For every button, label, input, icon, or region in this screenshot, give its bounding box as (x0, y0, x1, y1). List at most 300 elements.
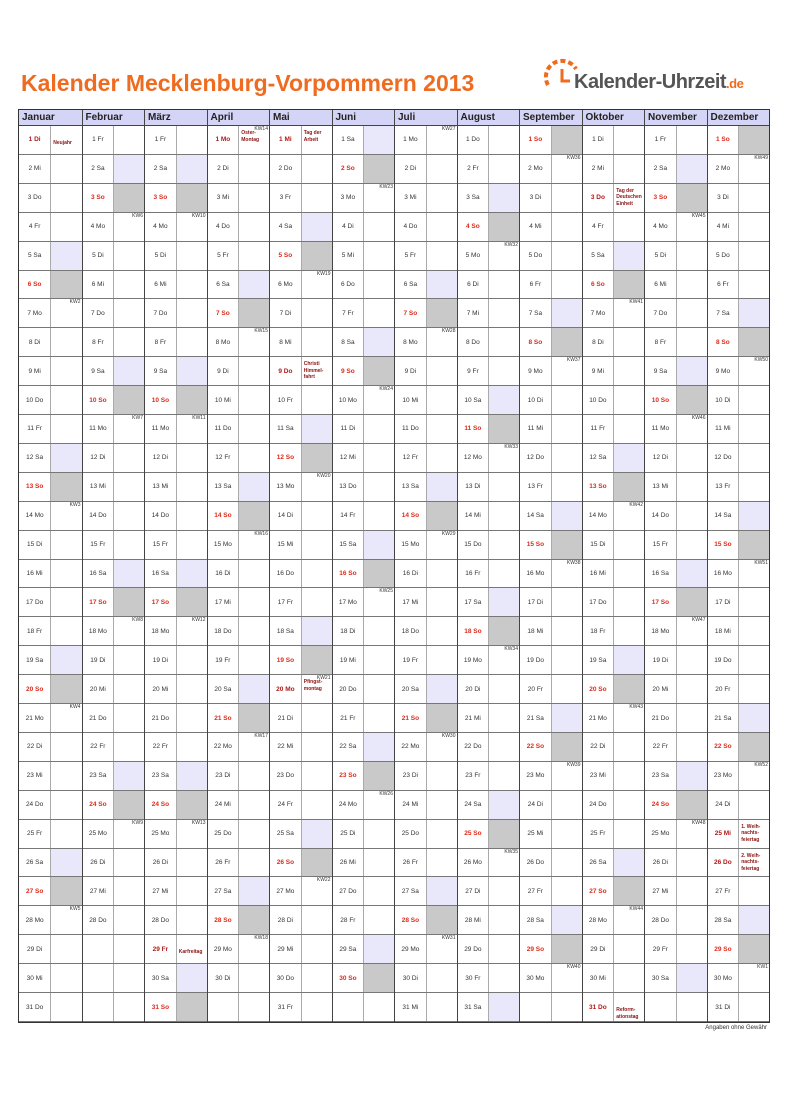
note-area (613, 877, 644, 905)
day-cell (645, 820, 707, 849)
note-area (613, 791, 644, 819)
day-label: 11 Fr (27, 425, 42, 433)
note-area (426, 646, 457, 674)
note-area (301, 820, 332, 848)
month-column (144, 110, 207, 1022)
day-label: 17 Fr (277, 598, 293, 606)
day-label: 4 Mi (716, 223, 730, 231)
day-cell (708, 357, 770, 386)
day-label: 21 Do (651, 714, 670, 722)
day-label: 6 Sa (403, 280, 418, 288)
day-label: 24 Di (715, 801, 731, 809)
day-label: 8 Fr (654, 338, 667, 346)
day-label: 29 Mi (277, 945, 294, 953)
day-cell (270, 617, 332, 646)
day-cell (645, 444, 707, 473)
note-area (301, 791, 332, 819)
note-area (738, 213, 769, 241)
day-label: 23 Sa (89, 772, 107, 780)
note-area (738, 877, 769, 905)
day-label: 30 Di (215, 974, 231, 982)
note-area (426, 560, 457, 588)
day-cell (83, 415, 145, 444)
note-area (363, 242, 394, 270)
day-cell (583, 271, 645, 300)
day-label: 13 Fr (527, 483, 543, 491)
day-label: 24 Mo (338, 801, 357, 809)
logo[interactable] (540, 55, 780, 105)
day-cell (145, 328, 207, 357)
day-cell (208, 560, 270, 589)
day-label: 18 Mo (651, 627, 670, 635)
day-cell (395, 849, 457, 878)
day-label: 15 So (526, 541, 545, 549)
day-cell (395, 299, 457, 328)
day-cell (83, 675, 145, 704)
day-label: 9 Di (217, 367, 229, 375)
note-area (738, 531, 769, 559)
day-cell (83, 877, 145, 906)
day-cell (520, 964, 582, 993)
day-cell (458, 646, 520, 675)
note-area (238, 588, 269, 616)
note-area (613, 271, 644, 299)
note-area (738, 588, 769, 616)
day-label: 10 Mi (214, 396, 231, 404)
note-area (301, 877, 332, 905)
month-column (207, 110, 270, 1022)
day-cell (645, 935, 707, 964)
note-area (238, 675, 269, 703)
note-area (676, 646, 707, 674)
note-area (738, 386, 769, 414)
day-label: 10 Di (527, 396, 543, 404)
day-label: 16 Sa (89, 569, 107, 577)
day-cell (458, 906, 520, 935)
note-area (676, 271, 707, 299)
note-area (50, 328, 81, 356)
note-area (738, 791, 769, 819)
day-label: 7 Fr (342, 309, 354, 317)
day-label: 3 Di (529, 194, 542, 202)
week-number: KW11 (192, 415, 206, 422)
day-cell (583, 213, 645, 242)
day-label: 10 Sa (464, 396, 482, 404)
day-cell (645, 704, 707, 733)
note-area (301, 184, 332, 212)
note-area (676, 993, 707, 1021)
month-column (582, 110, 645, 1022)
note-area (551, 473, 582, 501)
day-cell (208, 704, 270, 733)
week-number: KW12 (191, 617, 206, 624)
day-cell (83, 271, 145, 300)
note-area (238, 993, 269, 1021)
note-area (738, 617, 769, 645)
day-label: 18 So (464, 627, 482, 635)
day-label: 8 So (716, 338, 730, 346)
day-label: 7 Di (279, 309, 292, 317)
day-label: 13 Do (339, 483, 357, 491)
day-cell (708, 675, 770, 704)
day-label (645, 993, 676, 1021)
day-label: 12 Do (714, 454, 732, 462)
note-area (113, 877, 144, 905)
note-area (613, 646, 644, 674)
month-header: November (645, 110, 707, 126)
day-cell (19, 560, 82, 589)
note-area (738, 993, 769, 1021)
note-area (426, 213, 457, 241)
week-number: KW1 (757, 964, 768, 971)
day-cell (708, 617, 770, 646)
note-area (488, 964, 519, 992)
note-area (613, 415, 644, 443)
note-area (738, 184, 769, 212)
month-header: Mai (270, 110, 332, 126)
note-area (238, 213, 269, 241)
day-cell (458, 675, 520, 704)
day-cell (708, 877, 770, 906)
day-cell (708, 155, 770, 184)
day-label: 8 Mi (279, 338, 292, 346)
note-area (50, 935, 81, 963)
day-label: 26 So (276, 859, 295, 867)
day-cell (583, 993, 645, 1022)
day-label: 4 Di (342, 223, 354, 231)
day-cell (145, 762, 207, 791)
note-area (113, 155, 144, 183)
day-cell (83, 502, 145, 531)
day-cell (270, 126, 332, 155)
note-area (426, 357, 457, 385)
day-cell (208, 184, 270, 213)
day-cell (395, 473, 457, 502)
note-area (613, 617, 644, 645)
day-cell (333, 935, 395, 964)
month-column (269, 110, 332, 1022)
day-cell (333, 502, 395, 531)
day-label: 26 Mo (463, 859, 482, 867)
day-label: 11 Do (401, 425, 419, 433)
note-area (738, 675, 769, 703)
note-area (613, 964, 644, 992)
day-cell (333, 906, 395, 935)
note-area (113, 560, 144, 588)
day-cell (708, 791, 770, 820)
day-cell (708, 242, 770, 271)
week-number: KW20 (316, 472, 331, 479)
day-cell (270, 675, 332, 704)
day-cell (333, 704, 395, 733)
day-label: 7 Mo (590, 309, 606, 317)
day-label: 9 Do (278, 367, 293, 375)
note-area (613, 935, 644, 963)
day-label: 28 Di (277, 916, 293, 924)
day-cell (645, 357, 707, 386)
day-label: 25 Do (214, 830, 232, 838)
day-label: 19 Sa (589, 656, 607, 664)
day-cell (395, 155, 457, 184)
day-cell (645, 271, 707, 300)
day-cell (333, 820, 395, 849)
day-label: 24 Do (25, 801, 44, 809)
day-cell (19, 617, 82, 646)
day-label (83, 993, 114, 1021)
day-label: 19 Di (152, 656, 168, 664)
note-area (301, 588, 332, 616)
day-label: 13 Mo (276, 483, 295, 491)
note-area (676, 328, 707, 356)
day-cell (208, 588, 270, 617)
note-area (301, 299, 332, 327)
day-cell (333, 415, 395, 444)
day-cell (208, 299, 270, 328)
note-area (50, 733, 81, 761)
day-cell (708, 849, 770, 878)
day-cell (458, 328, 520, 357)
day-label: 25 Mo (651, 830, 670, 838)
day-label: 29 Fr (152, 945, 169, 953)
day-label: 7 Do (653, 309, 668, 317)
day-label (520, 993, 551, 1021)
day-cell (333, 213, 395, 242)
day-cell (208, 444, 270, 473)
note-area (176, 213, 207, 241)
day-label: 17 Di (527, 598, 543, 606)
day-cell (19, 444, 82, 473)
day-cell (333, 299, 395, 328)
note-area (363, 906, 394, 934)
day-cell (520, 993, 582, 1022)
day-cell (645, 184, 707, 213)
day-cell (270, 242, 332, 271)
day-cell (145, 617, 207, 646)
day-label: 6 So (27, 280, 42, 288)
note-area (676, 617, 707, 645)
note-area (50, 531, 81, 559)
day-cell (458, 299, 520, 328)
note-area (488, 242, 519, 270)
day-cell (208, 646, 270, 675)
week-number: KW36 (566, 154, 581, 161)
note-area (551, 213, 582, 241)
note-area (176, 444, 207, 472)
day-cell (208, 675, 270, 704)
note-area (488, 473, 519, 501)
day-label: 29 So (526, 945, 545, 953)
note-area (363, 877, 394, 905)
note-area (738, 733, 769, 761)
day-cell (458, 588, 520, 617)
day-label: 10 Do (25, 396, 44, 404)
note-area (426, 155, 457, 183)
day-label: 27 Fr (527, 887, 543, 895)
note-area (363, 675, 394, 703)
day-label: 11 Fr (590, 425, 606, 433)
day-cell (270, 762, 332, 791)
day-cell (645, 473, 707, 502)
day-label: 9 Sa (653, 367, 668, 375)
day-cell (19, 242, 82, 271)
day-cell (145, 415, 207, 444)
day-cell (208, 762, 270, 791)
day-label: 5 Di (154, 252, 167, 260)
day-cell (645, 126, 707, 155)
day-label: 30 Di (402, 974, 418, 982)
note-area (363, 155, 394, 183)
note-area (551, 184, 582, 212)
note-area (238, 964, 269, 992)
week-number: KW10 (191, 212, 206, 219)
note-area (426, 271, 457, 299)
note-area (50, 213, 81, 241)
day-cell (333, 849, 395, 878)
week-number: KW51 (754, 559, 768, 566)
day-label: 21 Sa (526, 714, 544, 722)
week-number: KW31 (441, 935, 456, 942)
note-area (363, 935, 394, 963)
day-label: 12 Di (152, 454, 168, 462)
day-label: 22 Mo (213, 743, 232, 751)
holiday-name: Pfingst-montag (303, 679, 323, 692)
note-area (176, 704, 207, 732)
holiday-name: 2. Weih-nachts-feiertag (741, 852, 761, 872)
day-label: 19 Mi (339, 656, 356, 664)
day-label: 10 So (89, 396, 107, 404)
day-label: 24 Do (589, 801, 607, 809)
day-label: 19 Sa (26, 656, 44, 664)
day-label: 3 So (91, 194, 105, 202)
day-cell (583, 791, 645, 820)
day-cell (208, 964, 270, 993)
day-cell (395, 675, 457, 704)
day-cell (458, 820, 520, 849)
week-number: KW45 (691, 212, 706, 219)
note-area (488, 357, 519, 385)
day-label: 26 Di (90, 859, 106, 867)
note-area (363, 964, 394, 992)
day-cell (333, 762, 395, 791)
day-cell (395, 762, 457, 791)
day-cell (458, 617, 520, 646)
note-area (176, 906, 207, 934)
day-label: 22 Mi (277, 743, 294, 751)
day-label: 3 Mi (404, 194, 417, 202)
day-label: 13 Mi (652, 483, 669, 491)
day-cell (270, 155, 332, 184)
day-cell (708, 646, 770, 675)
day-label: 16 Mo (713, 569, 732, 577)
note-area (363, 444, 394, 472)
note-area (113, 357, 144, 385)
day-cell (458, 993, 520, 1022)
day-cell (708, 762, 770, 791)
note-area (676, 531, 707, 559)
week-number: KW48 (691, 819, 706, 826)
day-label: 29 So (714, 945, 732, 953)
note-area (738, 126, 769, 154)
note-area (363, 531, 394, 559)
week-number: KW37 (566, 357, 581, 364)
day-cell (208, 531, 270, 560)
day-cell (583, 184, 645, 213)
day-label: 12 Sa (26, 454, 44, 462)
day-cell (520, 560, 582, 589)
day-cell (583, 299, 645, 328)
day-label: 16 Sa (651, 569, 669, 577)
note-area (676, 415, 707, 443)
day-label: 9 Sa (153, 367, 168, 375)
month-header: Januar (19, 110, 82, 126)
day-cell (458, 935, 520, 964)
month-column (519, 110, 582, 1022)
day-label: 3 Sa (466, 194, 480, 202)
day-cell (520, 791, 582, 820)
day-cell (645, 646, 707, 675)
day-label: 18 Mi (527, 627, 544, 635)
week-number: KW35 (504, 848, 518, 855)
week-number: KW17 (254, 732, 268, 739)
day-cell (208, 386, 270, 415)
day-label: 15 Sa (339, 541, 357, 549)
day-label: 25 Do (401, 830, 420, 838)
note-area (363, 993, 394, 1021)
note-area (301, 213, 332, 241)
day-cell (19, 184, 82, 213)
note-area (738, 502, 769, 530)
day-label: 6 Mo (278, 280, 293, 288)
day-cell (83, 733, 145, 762)
day-label: 1 Fr (92, 136, 104, 144)
day-label: 23 Mi (26, 772, 43, 780)
day-cell (520, 935, 582, 964)
note-area (113, 993, 144, 1021)
note-area (676, 444, 707, 472)
day-cell (83, 560, 145, 589)
day-label: 19 Do (526, 656, 545, 664)
holiday-name: Oster-Montag (241, 130, 260, 143)
day-cell (145, 588, 207, 617)
day-label: 6 Di (467, 280, 479, 288)
day-label: 17 Sa (464, 598, 482, 606)
day-label: 2 Sa (653, 165, 668, 173)
day-cell (645, 502, 707, 531)
note-area (363, 473, 394, 501)
week-number: KW44 (629, 906, 643, 913)
day-label: 20 Do (339, 685, 357, 693)
day-cell (208, 271, 270, 300)
day-cell (208, 242, 270, 271)
day-cell (19, 906, 82, 935)
month-column (457, 110, 520, 1022)
day-cell (645, 386, 707, 415)
note-area (50, 126, 81, 154)
day-label: 2 Sa (91, 165, 105, 173)
week-number: KW14 (254, 126, 268, 132)
day-cell (520, 386, 582, 415)
note-area (426, 820, 457, 848)
note-area (613, 299, 644, 327)
day-label: 28 Do (651, 916, 670, 924)
day-label: 1 Di (28, 136, 41, 144)
day-label: 28 Do (89, 916, 107, 924)
note-area (676, 791, 707, 819)
day-cell (645, 213, 707, 242)
day-cell (270, 502, 332, 531)
day-cell (270, 473, 332, 502)
note-area (488, 704, 519, 732)
